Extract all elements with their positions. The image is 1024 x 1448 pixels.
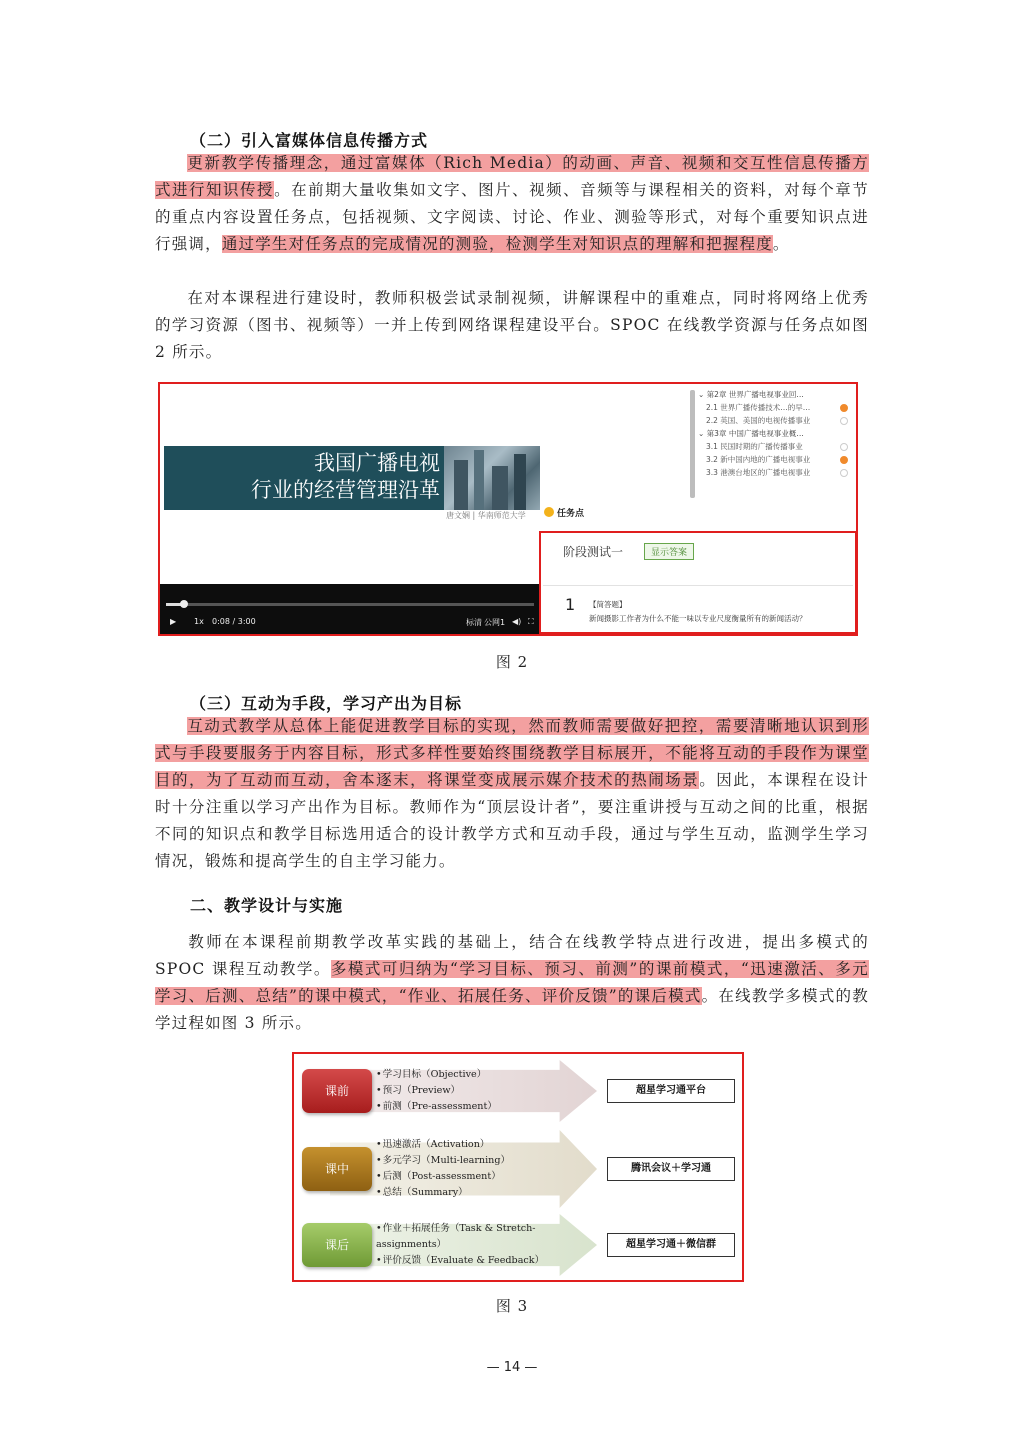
task-pending-icon bbox=[840, 456, 848, 464]
stage-item: • 评价反馈（Evaluate & Feedback） bbox=[376, 1253, 544, 1269]
stage-item: • 预习（Preview） bbox=[376, 1083, 497, 1099]
section-heading-rich-media: （二）引入富媒体信息传播方式 bbox=[190, 131, 429, 150]
paragraph-course-building bbox=[155, 285, 869, 366]
task-status-icon bbox=[840, 443, 848, 451]
highlight-text: 互动式教学从总体上能促进教学目标的实现，然而教师需要做好把控，需要清晰地认识到形式与手段要服务于内容目标，形式多样性要始终围绕教学目标展开，不能将互动的手段作为课堂目的，为了互动而互动，舍本逐末，将课堂变成展示媒介技术的热闹场景 bbox=[155, 717, 869, 789]
video-time: 0:08 / 3:00 bbox=[212, 617, 256, 626]
chapter-item[interactable]: ⌄ 第3章 中国广播电视事业概… bbox=[698, 429, 804, 438]
question-type: 【简答题】 bbox=[589, 600, 627, 609]
city-skyline-image bbox=[444, 446, 540, 510]
quality-button[interactable]: 标清 bbox=[466, 618, 482, 627]
speed-button[interactable]: 1x bbox=[194, 617, 204, 626]
body-text: 在对本课程进行建设时，教师积极尝试录制视频，讲解课程中的重难点，同时将网络上优秀的学习资源（图书、视频等）一并上传到网络课程建设平台。SPOC 在线教学资源与任务点如图 2 所示。 bbox=[155, 289, 869, 361]
video-title-banner bbox=[164, 446, 446, 510]
figure-2-caption: 图 2 bbox=[495, 653, 529, 671]
stage-item: • 迅速激活（Activation） bbox=[376, 1137, 510, 1153]
paragraph-design bbox=[155, 929, 869, 1037]
task-point-label: 任务点 bbox=[544, 506, 584, 519]
section-item[interactable]: 3.2 新中国内地的广播电视事业 bbox=[698, 453, 852, 466]
play-icon[interactable]: ▶ bbox=[170, 617, 177, 626]
highlight-text: 更新教学传播理念，通过富媒体（Rich Media）的动画、声音、视频和交互性信息传播方式进行知识传授 bbox=[155, 154, 869, 199]
toc-scrollbar[interactable] bbox=[690, 390, 695, 498]
body-text: 。因此，本课程在设计时十分注重以学习产出作为目标。教师作为“顶层设计者”，要注重讲授与互动之间的比重，根据不同的知识点和教学目标选用适合的设计教学方式和互动手段，通过与学生互动，监测学生学习情况，锻炼和提高学生的自主学习能力。 bbox=[155, 771, 869, 870]
platform-box: 超星学习通平台 bbox=[607, 1079, 735, 1103]
chapter-list bbox=[698, 388, 852, 479]
body-text: 。 bbox=[772, 235, 790, 253]
chapter-item[interactable]: ⌄ 第2章 世界广播电视事业回… bbox=[698, 390, 804, 399]
paragraph-rich-media bbox=[155, 150, 869, 258]
quiz-title: 阶段测试一 bbox=[563, 545, 624, 559]
stage-item: assignments） bbox=[376, 1239, 447, 1250]
task-status-icon bbox=[840, 469, 848, 477]
section-item[interactable]: 2.2 英国、美国的电视传播事业 bbox=[698, 414, 852, 427]
section-heading-interaction: （三）互动为手段，学习产出为目标 bbox=[190, 694, 463, 713]
fullscreen-icon[interactable]: ⛶ bbox=[528, 617, 534, 626]
page-number: — 14 — bbox=[486, 1360, 538, 1375]
platform-box: 腾讯会议＋学习通 bbox=[607, 1157, 735, 1181]
platform-box: 超星学习通＋微信群 bbox=[607, 1233, 735, 1257]
question-number: 1 bbox=[565, 595, 576, 614]
line-button[interactable]: 公网1 bbox=[484, 618, 506, 627]
stage-item: • 作业＋拓展任务（Task & Stretch- bbox=[376, 1221, 544, 1237]
stage-items bbox=[376, 1067, 497, 1115]
section-heading-design: 二、教学设计与实施 bbox=[190, 896, 344, 915]
stage-items bbox=[376, 1137, 510, 1201]
video-credit: 唐文娴 | 华南师范大学 bbox=[446, 511, 526, 520]
figure-3-caption: 图 3 bbox=[495, 1297, 529, 1315]
task-pending-icon bbox=[840, 404, 848, 412]
video-control-bar bbox=[160, 584, 540, 634]
video-title-line2: 行业的经营管理沿革 bbox=[251, 478, 440, 502]
section-item[interactable]: 2.1 世界广播传播技术…的早… bbox=[698, 401, 852, 414]
body-text: 。在前期大量收集如文字、图片、视频、音频等与课程相关的资料，对每个章节的重点内容设置任务点，包括视频、文字阅读、讨论、作业、测验等形式，对每个重要知识点进行强调， bbox=[155, 181, 869, 253]
video-progress-bar[interactable] bbox=[166, 603, 534, 606]
stage-2 bbox=[302, 1214, 597, 1276]
show-answer-button[interactable]: 显示答案 bbox=[644, 543, 694, 560]
body-text: 。在线教学多模式的教学过程如图 3 所示。 bbox=[155, 987, 869, 1032]
video-player[interactable] bbox=[160, 384, 540, 634]
volume-icon[interactable]: ◀) bbox=[512, 617, 522, 626]
body-text: 教师在本课程前期教学改革实践的基础上，结合在线教学特点进行改进，提出多模式的 SPOC 课程互动教学。 bbox=[155, 933, 869, 978]
task-status-icon bbox=[840, 417, 848, 425]
stage-item: • 多元学习（Multi-learning） bbox=[376, 1153, 510, 1169]
stage-badge: 课前 bbox=[302, 1069, 372, 1113]
task-point-icon bbox=[544, 507, 554, 517]
highlight-text: 多模式可归纳为“学习目标、预习、前测”的课前模式，“迅速激活、多元学习、后测、总结”的课中模式，“作业、拓展任务、评价反馈”的课后模式 bbox=[155, 960, 870, 1005]
section-item[interactable]: 3.3 港澳台地区的广播电视事业 bbox=[698, 466, 852, 479]
stage-0 bbox=[302, 1060, 597, 1122]
video-title-line1: 我国广播电视 bbox=[314, 451, 440, 475]
divider bbox=[543, 585, 853, 586]
question-text: 新闻摄影工作者为什么不能一味以专业尺度衡量所有的新闻活动？ bbox=[589, 614, 807, 623]
stage-badge: 课中 bbox=[302, 1147, 372, 1191]
highlight-text: 通过学生对任务点的完成情况的测验，检测学生对知识点的理解和把握程度 bbox=[221, 235, 773, 253]
stage-item: • 前测（Pre-assessment） bbox=[376, 1099, 497, 1115]
stage-item: • 总结（Summary） bbox=[376, 1185, 510, 1201]
stage-item: • 后测（Post-assessment） bbox=[376, 1169, 510, 1185]
section-item[interactable]: 3.1 民国时期的广播传播事业 bbox=[698, 440, 852, 453]
stage-badge: 课后 bbox=[302, 1223, 372, 1267]
stage-1 bbox=[302, 1130, 597, 1208]
figure-3-diagram bbox=[292, 1052, 744, 1282]
paragraph-interaction bbox=[155, 713, 869, 875]
stage-item: • 学习目标（Objective） bbox=[376, 1067, 497, 1083]
stage-items bbox=[376, 1221, 544, 1269]
figure-2-screenshot bbox=[158, 382, 858, 636]
quiz-panel bbox=[539, 531, 857, 634]
